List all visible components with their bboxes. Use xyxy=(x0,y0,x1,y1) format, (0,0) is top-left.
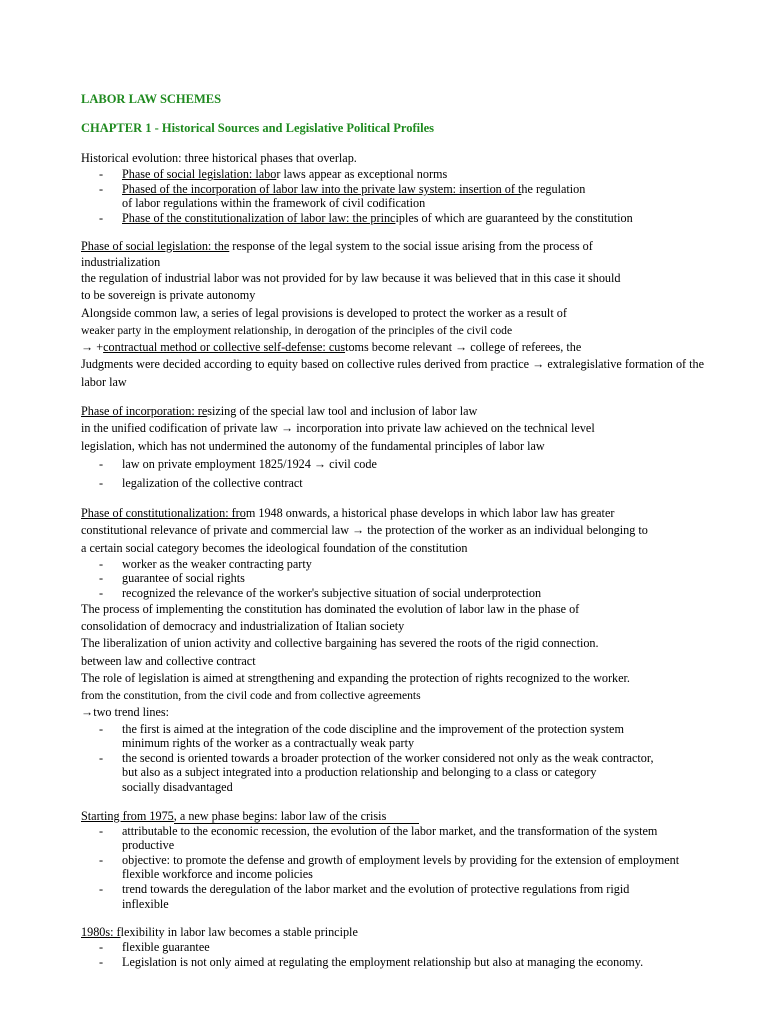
list-item-continuation: of labor regulations within the framework of civil codification xyxy=(122,196,426,211)
paragraph-line: between law and collective contract xyxy=(81,653,256,668)
section-heading: Starting from 1975 xyxy=(81,808,174,823)
bullet-dash: - xyxy=(99,940,104,955)
bullet-dash: - xyxy=(99,750,104,765)
list-item xyxy=(81,586,731,601)
list-item-text: flexible guarantee xyxy=(122,940,210,955)
list-item xyxy=(81,455,731,474)
list-item-text: the second is oriented towards a broader protection of the worker considered not only as the weak contractor, xyxy=(122,750,654,765)
list-item xyxy=(81,955,731,970)
paragraph-line: The liberalization of union activity and collective bargaining has severed the roots of the rigid connection. xyxy=(81,636,599,651)
paragraph-line: labor law xyxy=(81,374,127,389)
list-item-text: objective: to promote the defense and growth of employment levels by providing for the extension of employment xyxy=(122,852,680,867)
paragraph-line: to be sovereign is private autonomy xyxy=(81,288,256,303)
list-item-text: law on private employment 1825/1924 → civil code xyxy=(122,456,377,471)
bullet-dash: - xyxy=(99,475,104,490)
bullet-dash: - xyxy=(99,167,104,182)
paragraph-line: weaker party in the employment relationship, in derogation of the principles of the civil code xyxy=(81,323,513,337)
list-item xyxy=(81,853,731,882)
list-item-text: iples of which are guaranteed by the constitution xyxy=(395,211,633,226)
arrow-prefix: → + xyxy=(81,340,104,355)
section-heading: 1980s: f xyxy=(81,925,121,940)
incorporation-section xyxy=(81,403,731,493)
list-item-continuation: but also as a subject integrated into a production relationship and belonging to a class or category xyxy=(122,765,597,780)
list-item-text: recognized the relevance of the worker's subjective situation of social underprotection xyxy=(122,586,542,601)
list-item-text: he regulation xyxy=(521,181,586,196)
list-item xyxy=(81,167,731,182)
list-item xyxy=(81,751,731,795)
paragraph-line: constitutional relevance of private and commercial law → the protection of the worker as an individual belonging to xyxy=(81,523,648,538)
social-legislation-section xyxy=(81,238,731,391)
list-item xyxy=(81,211,731,226)
list-item-text: worker as the weaker contracting party xyxy=(122,556,312,571)
paragraph-line: Judgments were decided according to equity based on collective rules derived from practice → extralegislative formation of the xyxy=(81,357,705,372)
list-item xyxy=(81,571,731,586)
list-item-text: trend towards the deregulation of the labor market and the evolution of protective regulations from rigid xyxy=(122,882,630,897)
bullet-dash: - xyxy=(99,211,104,226)
document-body xyxy=(81,91,731,969)
list-item-text: legalization of the collective contract xyxy=(122,475,303,490)
paragraph-line: in the unified codification of private law → incorporation into private law achieved on the technical level xyxy=(81,421,595,436)
list-item-text: the first is aimed at the integration of the code discipline and the improvement of the protection system xyxy=(122,721,624,736)
section-heading: Phase of social legislation: the xyxy=(81,238,230,253)
intro-line: Historical evolution: three historical phases that overlap. xyxy=(81,151,357,165)
document-title: LABOR LAW SCHEMES xyxy=(81,92,222,106)
paragraph-text: sizing of the special law tool and inclusion of labor law xyxy=(207,404,478,419)
bullet-dash: - xyxy=(99,823,104,838)
list-item-continuation: socially disadvantaged xyxy=(122,780,233,795)
bullet-dash: - xyxy=(99,852,104,867)
paragraph-line: industrialization xyxy=(81,254,161,269)
list-item-continuation: minimum rights of the worker as a contractually weak party xyxy=(122,736,415,751)
list-item-text: Legislation is not only aimed at regulating the employment relationship but also at managing the economy. xyxy=(122,954,644,969)
list-item xyxy=(81,182,731,211)
list-item xyxy=(81,882,731,911)
paragraph-text: response of the legal system to the social issue arising from the process of xyxy=(229,238,593,253)
intro-section xyxy=(81,150,731,226)
bullet-dash: - xyxy=(99,181,104,196)
eighties-section xyxy=(81,925,731,969)
bullet-dash: - xyxy=(99,586,104,601)
phase-link-text: Phase of social legislation: labo xyxy=(122,167,277,182)
bullet-dash: - xyxy=(99,721,104,736)
crisis-section xyxy=(81,809,731,912)
paragraph-line: the regulation of industrial labor was not provided for by law because it was believed that in this case it should xyxy=(81,270,621,285)
list-item xyxy=(81,557,731,572)
bullet-dash: - xyxy=(99,456,104,471)
paragraph-line: Alongside common law, a series of legal provisions is developed to protect the worker as a result of xyxy=(81,305,567,320)
paragraph-line: from the constitution, from the civil code and from collective agreements xyxy=(81,689,421,703)
constitutionalization-section xyxy=(81,505,731,795)
list-item xyxy=(81,940,731,955)
phase-link-text: Phased of the incorporation of labor law into the private law system: insertion of t xyxy=(122,181,522,196)
list-item xyxy=(81,722,731,751)
bullet-dash: - xyxy=(99,882,104,897)
paragraph-text: lexibility in labor law becomes a stable principle xyxy=(120,925,358,940)
paragraph-text: m 1948 onwards, a historical phase develops in which labor law has greater xyxy=(245,505,615,520)
paragraph-text: , a new phase begins: labor law of the crisis xyxy=(174,809,420,824)
list-item-text: guarantee of social rights xyxy=(122,571,245,586)
list-item-continuation: productive xyxy=(122,838,175,853)
paragraph-line: →two trend lines: xyxy=(81,705,170,720)
paragraph-line: The process of implementing the constitution has dominated the evolution of labor law in the phase of xyxy=(81,601,580,616)
list-item-text: attributable to the economic recession, the evolution of the labor market, and the transformation of the system xyxy=(122,823,658,838)
chapter-heading: CHAPTER 1 - Historical Sources and Legislative Political Profiles xyxy=(81,121,434,135)
bullet-dash: - xyxy=(99,556,104,571)
paragraph-line: a certain social category becomes the ideological foundation of the constitution xyxy=(81,540,468,555)
underlined-phrase: contractual method or collective self-defense: cus xyxy=(103,340,346,355)
list-item xyxy=(81,824,731,853)
section-heading: Phase of incorporation: re xyxy=(81,404,208,419)
list-item-continuation: inflexible xyxy=(122,896,169,911)
paragraph-text: toms become relevant → college of referees, the xyxy=(345,340,582,355)
list-item-text: r laws appear as exceptional norms xyxy=(276,167,448,182)
list-item-continuation: flexible workforce and income policies xyxy=(122,867,313,882)
paragraph-line: The role of legislation is aimed at strengthening and expanding the protection of rights recognized to the worker. xyxy=(81,670,630,685)
list-item xyxy=(81,474,731,493)
bullet-dash: - xyxy=(99,571,104,586)
phase-link-text: Phase of the constitutionalization of labor law: the princ xyxy=(122,211,396,226)
paragraph-line: legislation, which has not undermined the autonomy of the fundamental principles of labor law xyxy=(81,438,545,453)
section-heading: Phase of constitutionalization: fro xyxy=(81,505,246,520)
bullet-dash: - xyxy=(99,954,104,969)
paragraph-line: consolidation of democracy and industrialization of Italian society xyxy=(81,618,405,633)
